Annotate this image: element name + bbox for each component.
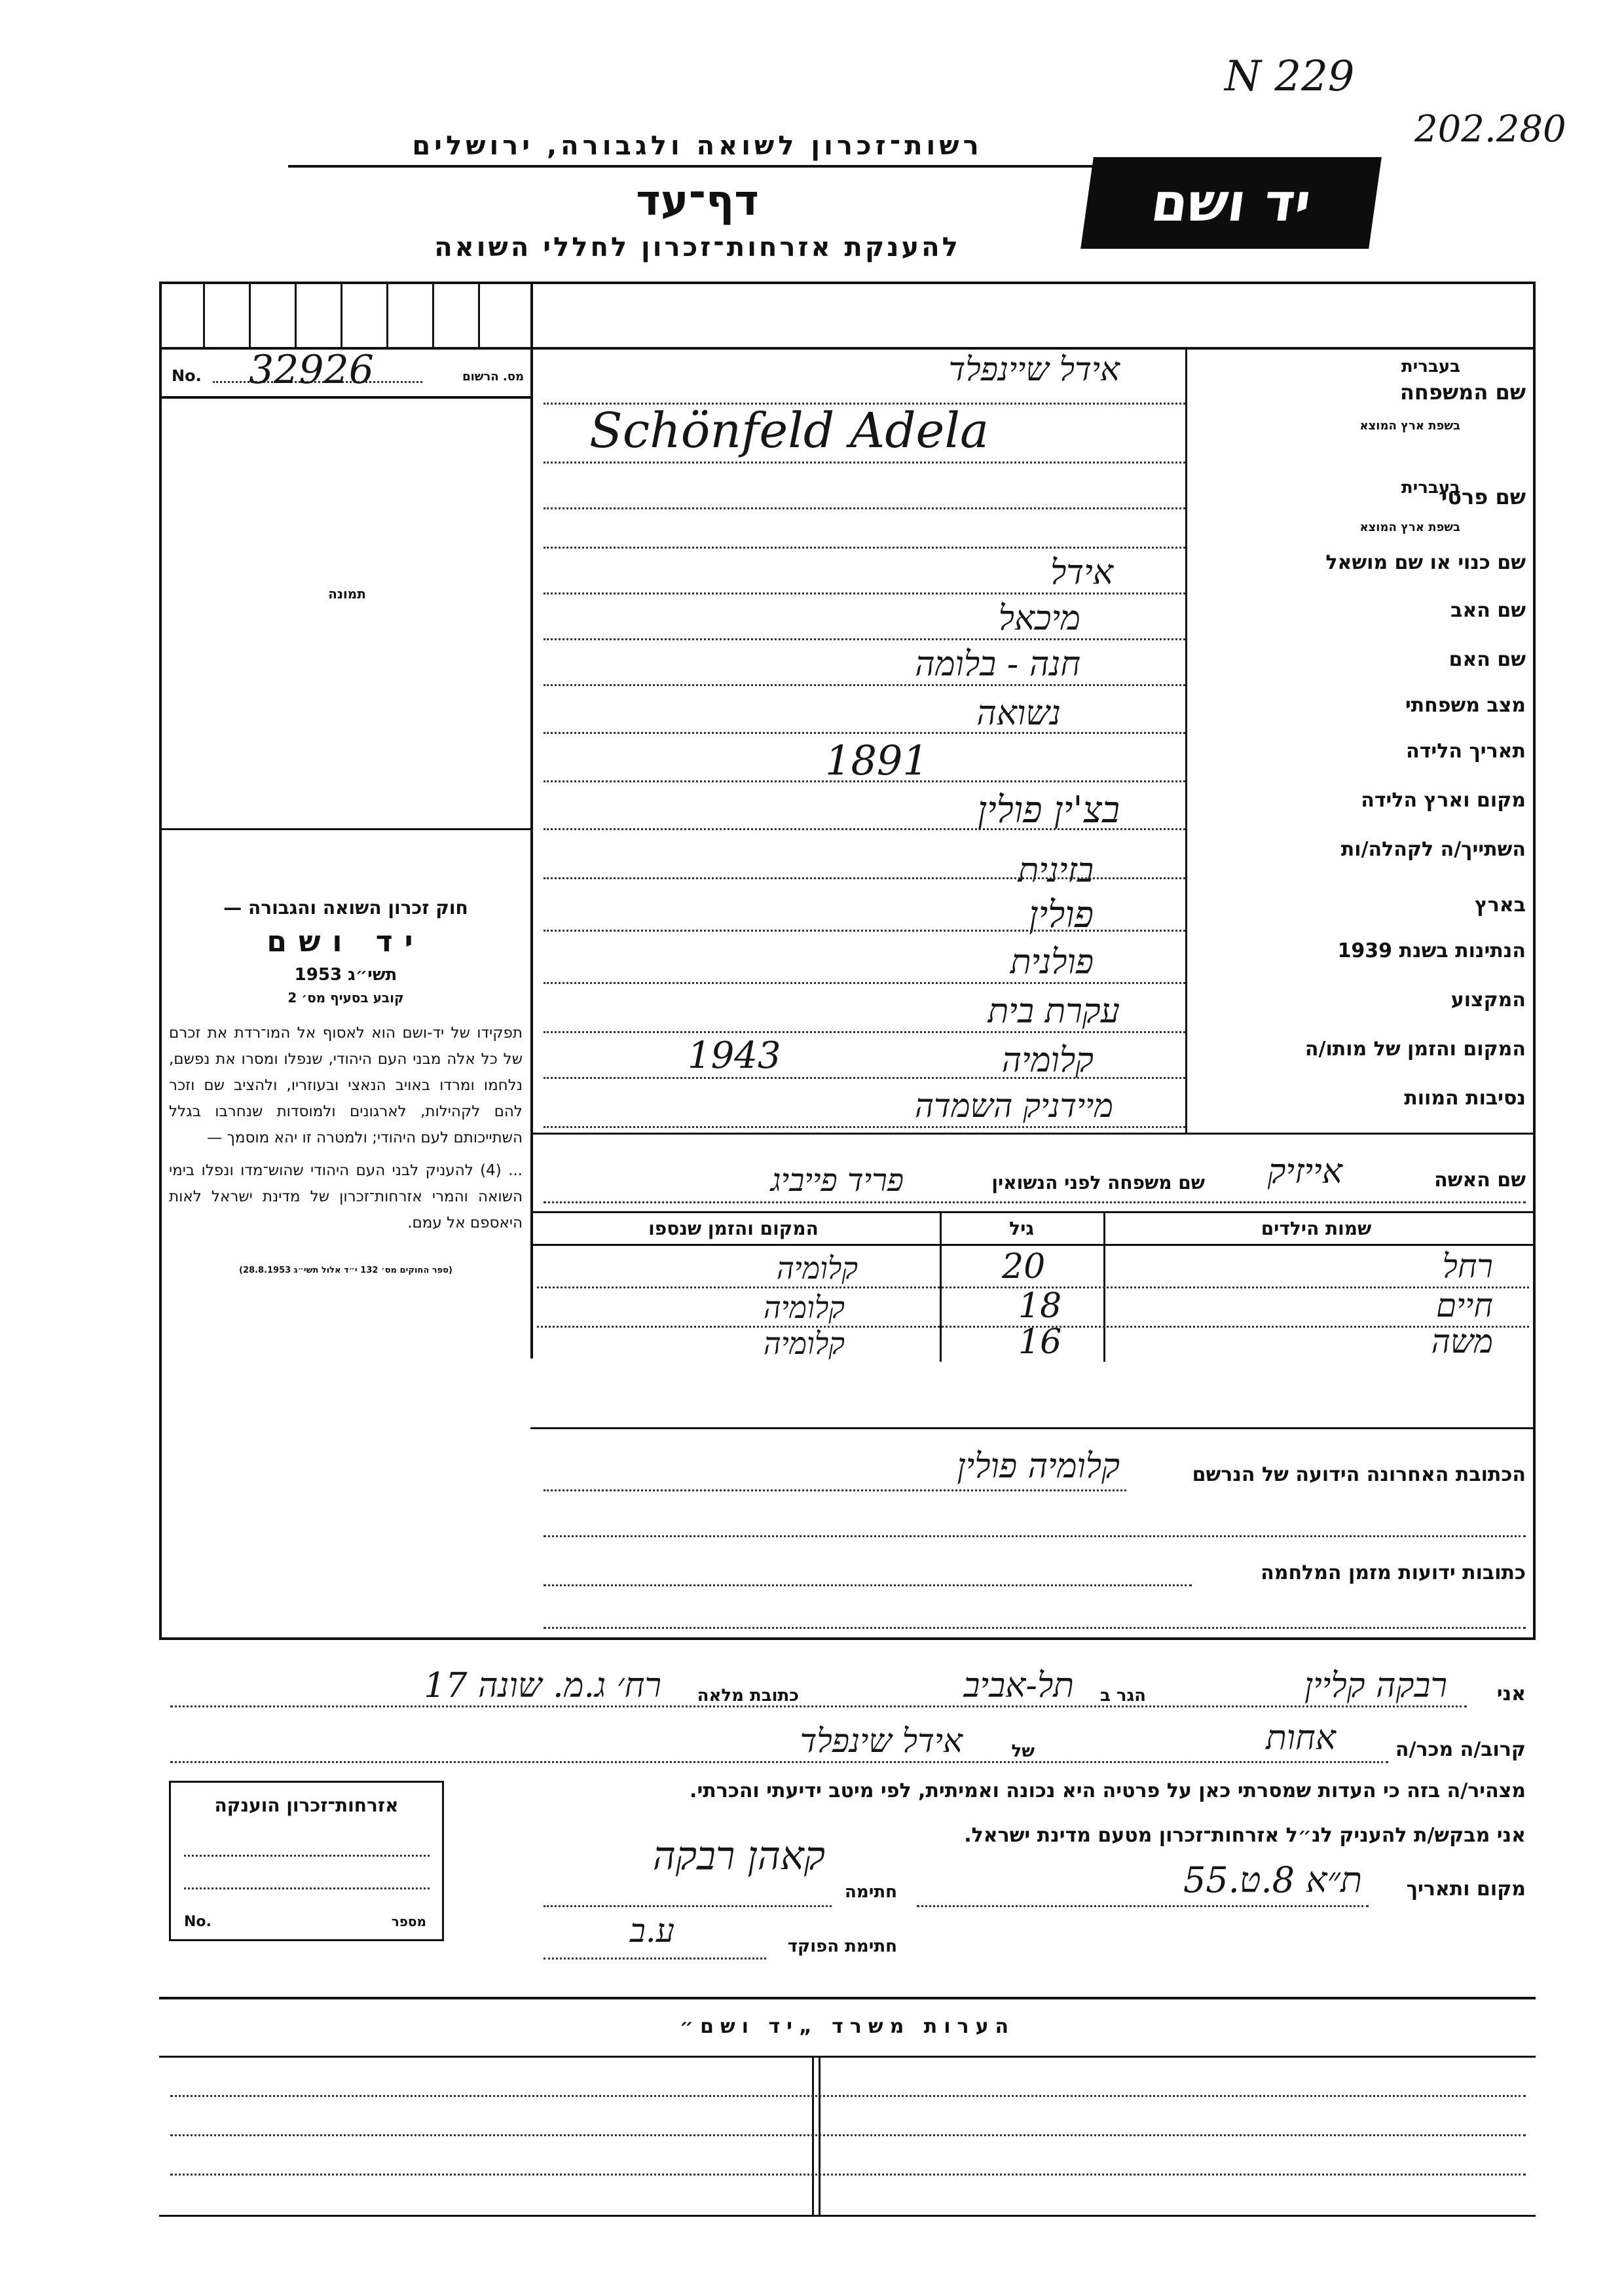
reg-no-label-he: מס. הרשום bbox=[462, 370, 524, 384]
death-year-value: 1943 bbox=[688, 1034, 781, 1077]
org-line: רשות־זכרון לשואה ולגבורה, ירושלים bbox=[288, 131, 1107, 168]
marital-value: נשואה bbox=[976, 694, 1061, 733]
citizenship-value: פולנית bbox=[1010, 943, 1094, 982]
table-row: חיים bbox=[1435, 1286, 1493, 1324]
wife-label: שם האשה bbox=[1434, 1169, 1526, 1192]
wife-value: אייזיק bbox=[1267, 1152, 1342, 1192]
of-label: של bbox=[1011, 1741, 1035, 1761]
residing-label: הגר ב bbox=[1099, 1686, 1146, 1705]
relation-label: קרוב/ה מכר/ה bbox=[1395, 1738, 1526, 1761]
birth-date-label: תאריך הלידה bbox=[1406, 740, 1526, 763]
death-place-value: קלומיה bbox=[1001, 1041, 1094, 1080]
death-cause-value: מיידניק השמדה bbox=[914, 1087, 1113, 1125]
place-date-value: ת״א 8.ט.55 bbox=[1183, 1859, 1362, 1901]
col-children-names: שמות הילדים bbox=[1261, 1218, 1372, 1239]
yad-vashem-logo: יד ושם bbox=[1080, 157, 1382, 249]
child-place: קלומיה bbox=[763, 1326, 845, 1361]
column-divider bbox=[530, 282, 533, 1358]
family-name-hebrew: אידל שיינפלד bbox=[948, 350, 1120, 388]
family-home-lang-label: בשפת ארץ המוצא bbox=[1359, 419, 1460, 433]
col-age: גיל bbox=[1009, 1218, 1034, 1239]
signature-value: קאהן רבקה bbox=[652, 1833, 825, 1879]
community-value: בזינית bbox=[1018, 851, 1094, 890]
citizenship-box-title: אזרחות־זכרון הוענקה bbox=[214, 1795, 399, 1816]
maiden-value: פריד פייביג bbox=[770, 1162, 904, 1199]
full-address-label: כתובת מלאה bbox=[697, 1686, 799, 1705]
declarant-name: רבקה קליין bbox=[1304, 1666, 1447, 1705]
office-code-boxes bbox=[164, 284, 530, 347]
citizenship-granted-box bbox=[169, 1781, 444, 1941]
first-home-lang-label: בשפת ארץ המוצא bbox=[1359, 520, 1460, 534]
form-subtitle: להענקת אזרחות־זכרון לחללי השואה bbox=[434, 232, 961, 263]
death-place-label: המקום והזמן של מותו/ה bbox=[1304, 1038, 1526, 1061]
community-label: השתייך/ה לקהלה/ות bbox=[1340, 838, 1526, 861]
death-cause-label: נסיבות המוות bbox=[1404, 1087, 1526, 1110]
law-title: חוק זכרון השואה והגבורה — bbox=[223, 897, 468, 919]
law-panel bbox=[169, 897, 523, 1275]
table-row: משה bbox=[1431, 1322, 1493, 1360]
of-value: אידל שינפלד bbox=[800, 1722, 963, 1760]
family-in-hebrew-label: בעברית bbox=[1401, 357, 1460, 376]
officer-signature-value: ע.ב bbox=[629, 1912, 674, 1950]
relation-value: אחות bbox=[1266, 1719, 1336, 1758]
child-place: קלומיה bbox=[776, 1250, 858, 1286]
law-body-1: תפקידו של יד-ושם הוא לאסוף אל המו־רדת את זכרם של כל אלה מבני העם היהודי, שנפלו ומסרו את נפשם, נלחמו ומרדו באויב הנאצי ובעוזריו, ולהציב שם וזכר להם לקהילות, לארגונים ולמוסדות שנחרבו בגלל השתייכותם לעם היהודי; ולמטרה זו יהא מוסמך — bbox=[169, 1025, 523, 1146]
office-notes-title: הערות משרד „יד ושם״ bbox=[679, 2015, 1016, 2038]
child-age: 20 bbox=[1002, 1247, 1046, 1286]
mother-value: חנה - בלומה bbox=[915, 645, 1080, 684]
law-body-2: ... (4) להעניק לבני העם היהודי שהוש־מדו ונפלו בימי השואה והמרי אזרחות־זכרון של מדינת ישראל לאות היאספם אל עמם. bbox=[169, 1162, 523, 1231]
form-title: דף־עד bbox=[636, 177, 759, 225]
country-label: בארץ bbox=[1474, 894, 1526, 917]
profession-value: עקרת בית bbox=[987, 992, 1120, 1031]
citizenship-box-no: No. bbox=[184, 1914, 212, 1930]
archive-note: N 229 bbox=[1225, 52, 1355, 101]
child-place: קלומיה bbox=[763, 1290, 845, 1325]
law-year: תשי״ג 1953 bbox=[294, 965, 397, 985]
archive-corner-number: 202.280 bbox=[1414, 108, 1566, 151]
photo-label: תמונה bbox=[328, 586, 366, 602]
nickname-label: שם כנוי או שם מושאל bbox=[1325, 551, 1526, 574]
law-footnote: (ספר החוקים מס׳ 132 י״ד אלול תשי״ג 28.8.1953) bbox=[239, 1266, 452, 1275]
first-name-label: שם פרטי bbox=[1441, 484, 1526, 509]
declarant-city: תל-אביב bbox=[963, 1666, 1074, 1705]
law-clause: קובע בסעיף מס׳ 2 bbox=[287, 990, 404, 1006]
marital-label: מצב משפחתי bbox=[1405, 694, 1526, 717]
children-table bbox=[530, 1211, 1536, 1362]
birth-place-value: בצ'ין פולין bbox=[977, 789, 1120, 831]
last-address-label: הכתובת האחרונה הידועה של הנרשם bbox=[1192, 1463, 1526, 1486]
profession-label: המקצוע bbox=[1450, 989, 1526, 1011]
citizenship-box-number-label: מספר bbox=[391, 1914, 426, 1929]
family-name-latin: Schönfeld Adela bbox=[589, 403, 989, 459]
last-address-value: קלומיה פולין bbox=[957, 1447, 1120, 1486]
table-row: רחל bbox=[1442, 1247, 1493, 1285]
officer-signature-label: חתימת הפוקד bbox=[787, 1937, 897, 1956]
declarant-address: רח׳ ג.מ. שונה 17 bbox=[424, 1666, 661, 1705]
birth-date-value: 1891 bbox=[825, 737, 929, 784]
reg-no-label: No. bbox=[172, 367, 202, 385]
wartime-address-label: כתובות ידועות מזמן המלחמה bbox=[1261, 1561, 1526, 1584]
place-date-label: מקום ותאריך bbox=[1406, 1878, 1526, 1901]
declaration-text: מצהיר/ה בזה כי העדות שמסרתי כאן על פרטיה היא נכונה ואמיתית, לפי מיטב ידיעתי והכרתי. bbox=[690, 1779, 1526, 1802]
child-age: 16 bbox=[1018, 1322, 1062, 1362]
law-name: יד ושם bbox=[267, 925, 425, 958]
request-text: אני מבקש/ת להעניק לנ״ל אזרחות־זכרון מטעם מדינת ישראל. bbox=[964, 1824, 1526, 1847]
father-value: מיכאל bbox=[998, 599, 1080, 638]
maiden-label: שם משפחה לפני הנשואין bbox=[991, 1172, 1205, 1194]
signature-label: חתימה bbox=[845, 1882, 897, 1902]
father-label: שם האב bbox=[1450, 599, 1526, 622]
first-in-hebrew-label: בעברית bbox=[1401, 478, 1460, 498]
col-place-time: המקום והזמן שנספו bbox=[648, 1218, 819, 1239]
citizenship-label: הנתינות בשנת 1939 bbox=[1337, 939, 1526, 962]
birth-place-label: מקום וארץ הלידה bbox=[1361, 789, 1526, 812]
mother-label: שם האם bbox=[1449, 648, 1526, 671]
nickname-value: אידל bbox=[1050, 553, 1113, 592]
registration-number: 32926 bbox=[249, 347, 374, 393]
label-divider bbox=[1185, 347, 1187, 1133]
family-name-label: שם המשפחה bbox=[1399, 380, 1526, 405]
child-age: 18 bbox=[1018, 1286, 1062, 1326]
country-value: פולין bbox=[1029, 894, 1094, 936]
declarant-i-label: אני bbox=[1496, 1683, 1526, 1705]
